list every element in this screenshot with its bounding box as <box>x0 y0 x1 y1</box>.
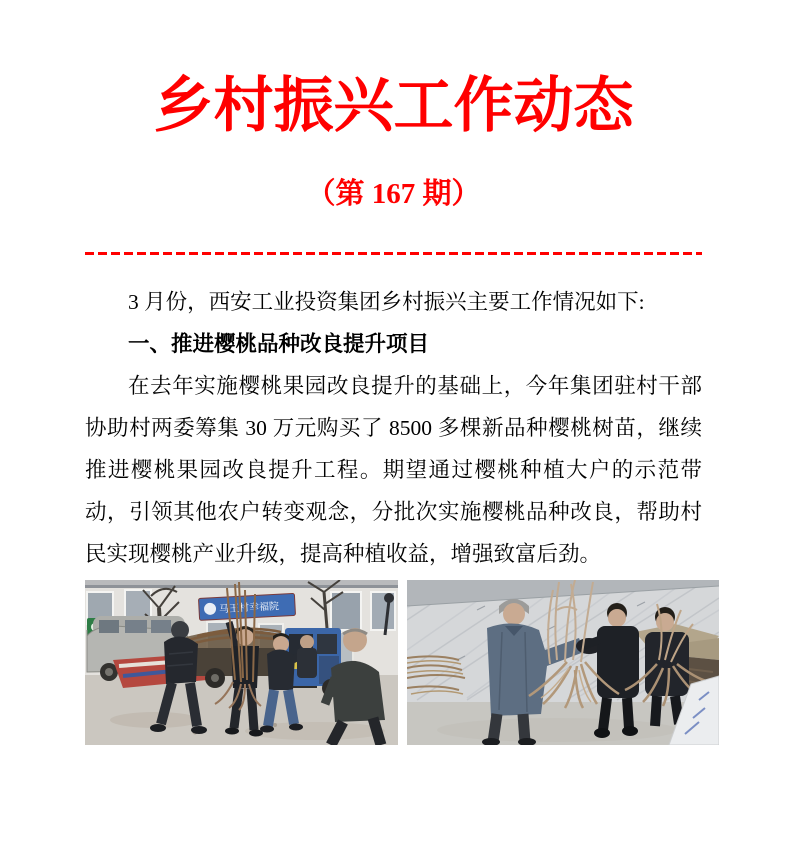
section-heading: 一、推进樱桃品种改良提升项目 <box>128 331 430 356</box>
inspecting-saplings-photo <box>407 580 719 745</box>
unloading-saplings-photo <box>85 580 398 745</box>
document-page <box>0 72 786 867</box>
intro-paragraph: 3 月份，西安工业投资集团乡村振兴主要工作情况如下: <box>128 289 645 314</box>
dashed-separator <box>85 252 702 255</box>
document-title: 乡村振兴工作动态 <box>153 73 634 139</box>
body-paragraph: 在去年实施樱桃果园改良提升的基础上，今年集团驻村干部协助村两委筹集 30 万元购买了 8500 多棵新品种樱桃树苗，继续推进樱桃果园改良提升工程。期望通过樱桃种植大户的示范带动，引领其他农户转变观念，分批次实施樱桃品种改良，帮助村民实现樱桃产业升级，提高种植收益，增强致富后劲。 <box>85 373 702 566</box>
blue-welfare-sign <box>198 593 295 620</box>
issue-number: （第 167 期） <box>306 178 481 210</box>
welfare-sign-text: 马王村幸福院 <box>218 601 280 616</box>
photo-row <box>85 580 719 745</box>
